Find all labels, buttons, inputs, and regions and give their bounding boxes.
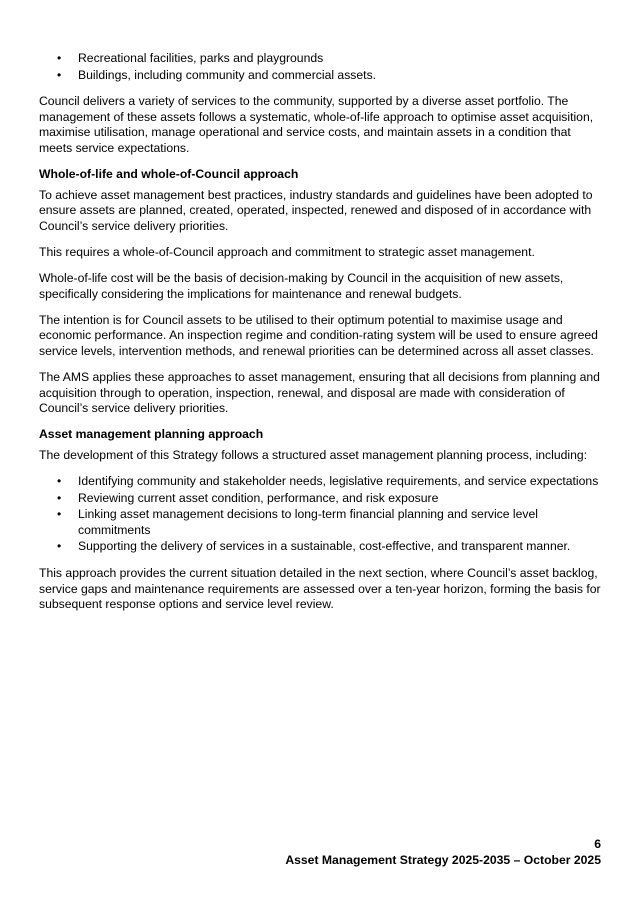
document-title: Asset Management Strategy 2025-2035 – October 2025 (285, 852, 601, 867)
paragraph: The development of this Strategy follows a structured asset management planning process, including: (39, 447, 588, 462)
page-footer (285, 837, 601, 868)
list-item: • Recreational facilities, parks and playgrounds (39, 51, 605, 67)
section-heading-whole-of-life: Whole-of-life and whole-of-Council approach (39, 167, 299, 182)
document-page (39, 51, 605, 623)
list-item: • Linking asset management decisions to long-term financial planning and service level commitments (39, 507, 605, 538)
intro-paragraph: Council delivers a variety of services to the community, supported by a diverse asset portfolio. The management of these assets follows a systematic, whole-of-life approach to optimise asset acquisition, maximise utilisation, manage operational and service costs, and maintain assets in a condition that meets service expectations. (39, 94, 594, 155)
list-item: • Reviewing current asset condition, performance, and risk exposure (39, 491, 605, 507)
page-number: 6 (594, 837, 601, 851)
bullet-list-top (39, 51, 605, 83)
paragraph: Whole-of-life cost will be the basis of decision-making by Council in the acquisition of new assets, specifically considering the implications for maintenance and renewal budgets. (39, 271, 564, 301)
paragraph: This requires a whole-of-Council approach and commitment to strategic asset management. (39, 244, 535, 259)
paragraph: The AMS applies these approaches to asset management, ensuring that all decisions from planning and acquisition through to operation, inspection, renewal, and disposal are made with consideration of Council’s service delivery priorities. (39, 370, 600, 416)
paragraph: The intention is for Council assets to be utilised to their optimum potential to maximise usage and economic performance. An inspection regime and condition-rating system will be used to ensure agreed service levels, intervention methods, and renewal priorities can be determined across all asset classes. (39, 312, 598, 358)
closing-paragraph: This approach provides the current situation detailed in the next section, where Council’s asset backlog, service gaps and maintenance requirements are assessed over a ten-year horizon, forming the basis for subsequent response options and service level review. (39, 565, 601, 612)
bullet-list-planning (39, 474, 605, 555)
list-item: • Supporting the delivery of services in a sustainable, cost-effective, and transparent manner. (39, 539, 605, 555)
paragraph: To achieve asset management best practices, industry standards and guidelines have been adopted to ensure assets are planned, created, operated, inspected, renewed and disposed of in accordance with Council’s service delivery priorities. (39, 187, 593, 233)
list-item: • Buildings, including community and commercial assets. (39, 68, 605, 84)
list-item: • Identifying community and stakeholder needs, legislative requirements, and service expectations (39, 474, 605, 490)
section-heading-planning-approach: Asset management planning approach (39, 427, 264, 442)
